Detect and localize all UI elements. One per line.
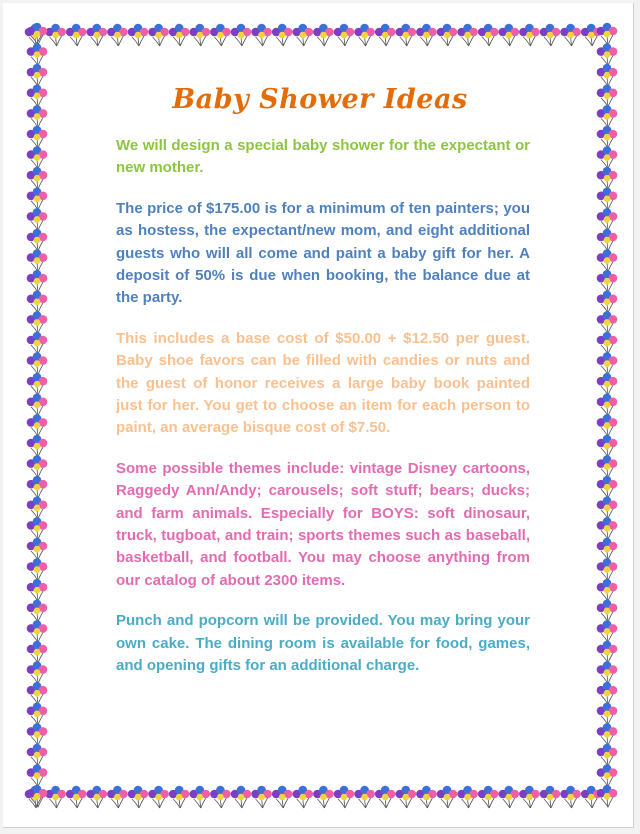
balloon-cluster-icon	[27, 620, 48, 642]
balloon-cluster-icon	[27, 744, 48, 766]
left-balloon-border	[24, 22, 50, 810]
balloon-cluster-icon	[597, 600, 618, 622]
balloon-cluster-icon	[597, 332, 618, 354]
paragraph-price: The price of $175.00 is for a minimum of ten painters; you as hostess, the expectant/new mom, and eight additional guests who will all come and paint a baby gift for her. A deposit of 50% is due when booking, the balance due at the party.	[116, 200, 530, 307]
balloon-cluster-icon	[478, 786, 499, 808]
balloon-cluster-icon	[107, 786, 128, 808]
balloon-cluster-icon	[251, 24, 272, 46]
document-title: Baby Shower Ideas	[172, 84, 468, 115]
balloon-cluster-icon	[27, 455, 48, 477]
balloon-cluster-icon	[148, 786, 169, 808]
balloon-cluster-icon	[190, 786, 211, 808]
balloon-cluster-icon	[597, 146, 618, 168]
paragraph-themes: Some possible themes include: vintage Disney cartoons, Raggedy Ann/Andy; carousels; soft stuff; bears; ducks; and farm animals. Especially for BOYS: soft dinosaur, truck, tugboat, and train; sports themes such as baseball, basketball, and football. You may choose anything from our catalog of about 2300 items.	[116, 460, 530, 589]
balloon-cluster-icon	[128, 24, 149, 46]
balloon-cluster-icon	[334, 786, 355, 808]
balloon-cluster-icon	[27, 311, 48, 333]
balloon-cluster-icon	[597, 126, 618, 148]
balloon-cluster-icon	[27, 352, 48, 374]
balloon-cluster-icon	[597, 620, 618, 642]
balloon-cluster-icon	[560, 24, 581, 46]
balloon-cluster-icon	[107, 24, 128, 46]
balloon-cluster-icon	[272, 24, 293, 46]
balloon-cluster-icon	[597, 661, 618, 683]
balloon-cluster-icon	[597, 579, 618, 601]
balloon-cluster-icon	[27, 785, 48, 807]
top-balloon-border	[24, 22, 616, 48]
balloon-cluster-icon	[27, 64, 48, 86]
balloon-cluster-icon	[27, 435, 48, 457]
balloon-cluster-icon	[416, 786, 437, 808]
balloon-cluster-icon	[313, 786, 334, 808]
balloon-cluster-icon	[27, 291, 48, 313]
balloon-cluster-icon	[519, 786, 540, 808]
balloon-cluster-icon	[437, 24, 458, 46]
balloon-cluster-icon	[66, 786, 87, 808]
balloon-cluster-icon	[597, 167, 618, 189]
balloon-cluster-icon	[396, 786, 417, 808]
balloon-cluster-icon	[597, 723, 618, 745]
balloon-cluster-icon	[27, 23, 48, 45]
balloon-cluster-icon	[27, 600, 48, 622]
balloon-cluster-icon	[519, 24, 540, 46]
balloon-cluster-icon	[437, 786, 458, 808]
balloon-cluster-icon	[540, 786, 561, 808]
balloon-cluster-icon	[597, 497, 618, 519]
balloon-cluster-icon	[272, 786, 293, 808]
balloon-cluster-icon	[597, 188, 618, 210]
balloon-cluster-icon	[27, 764, 48, 786]
document-body	[116, 135, 530, 696]
balloon-cluster-icon	[27, 723, 48, 745]
balloon-cluster-icon	[375, 24, 396, 46]
balloon-cluster-icon	[27, 394, 48, 416]
balloon-cluster-icon	[457, 786, 478, 808]
balloon-cluster-icon	[27, 682, 48, 704]
balloon-cluster-icon	[27, 373, 48, 395]
balloon-cluster-icon	[354, 24, 375, 46]
balloon-cluster-icon	[560, 786, 581, 808]
balloon-cluster-icon	[27, 579, 48, 601]
paragraph-intro: We will design a special baby shower for the expectant or new mother.	[116, 137, 530, 177]
balloon-cluster-icon	[597, 373, 618, 395]
balloon-cluster-icon	[597, 229, 618, 251]
balloon-cluster-icon	[597, 23, 618, 45]
balloon-cluster-icon	[27, 497, 48, 519]
balloon-cluster-icon	[396, 24, 417, 46]
balloon-cluster-icon	[27, 517, 48, 539]
balloon-cluster-icon	[148, 24, 169, 46]
balloon-cluster-icon	[375, 786, 396, 808]
balloon-cluster-icon	[87, 786, 108, 808]
balloon-cluster-icon	[597, 517, 618, 539]
balloon-cluster-icon	[457, 24, 478, 46]
balloon-cluster-icon	[27, 414, 48, 436]
balloon-cluster-icon	[27, 661, 48, 683]
balloon-cluster-icon	[499, 786, 520, 808]
balloon-cluster-icon	[540, 24, 561, 46]
balloon-cluster-icon	[293, 24, 314, 46]
balloon-cluster-icon	[597, 414, 618, 436]
balloon-cluster-icon	[27, 641, 48, 663]
balloon-cluster-icon	[190, 24, 211, 46]
balloon-cluster-icon	[597, 558, 618, 580]
balloon-cluster-icon	[597, 311, 618, 333]
balloon-cluster-icon	[597, 394, 618, 416]
balloon-cluster-icon	[597, 703, 618, 725]
balloon-cluster-icon	[499, 24, 520, 46]
balloon-cluster-icon	[231, 24, 252, 46]
balloon-cluster-icon	[597, 455, 618, 477]
balloon-cluster-icon	[597, 744, 618, 766]
balloon-cluster-icon	[597, 682, 618, 704]
balloon-cluster-icon	[27, 43, 48, 65]
balloon-cluster-icon	[478, 24, 499, 46]
paragraph-refreshments: Punch and popcorn will be provided. You may bring your own cake. The dining room is available for food, games, and opening gifts for an additional charge.	[116, 612, 530, 674]
paragraph-includes: This includes a base cost of $50.00 + $12.50 per guest. Baby shoe favors can be filled with candies or nuts and the guest of honor receives a large baby book painted just for her. You get to choose an item for each person to paint, an average bisque cost of $7.50.	[116, 330, 530, 437]
balloon-cluster-icon	[27, 476, 48, 498]
balloon-cluster-icon	[597, 43, 618, 65]
balloon-cluster-icon	[66, 24, 87, 46]
balloon-cluster-icon	[597, 476, 618, 498]
balloon-cluster-icon	[597, 785, 618, 807]
balloon-cluster-icon	[293, 786, 314, 808]
balloon-cluster-icon	[231, 786, 252, 808]
balloon-cluster-icon	[27, 703, 48, 725]
balloon-cluster-icon	[597, 352, 618, 374]
balloon-cluster-icon	[27, 167, 48, 189]
balloon-cluster-icon	[169, 786, 190, 808]
balloon-cluster-icon	[27, 146, 48, 168]
balloon-cluster-icon	[334, 24, 355, 46]
balloon-cluster-icon	[169, 24, 190, 46]
balloon-cluster-icon	[210, 786, 231, 808]
balloon-cluster-icon	[87, 24, 108, 46]
balloon-cluster-icon	[597, 538, 618, 560]
balloon-cluster-icon	[597, 641, 618, 663]
balloon-cluster-icon	[210, 24, 231, 46]
right-balloon-border	[594, 22, 620, 810]
balloon-cluster-icon	[27, 188, 48, 210]
balloon-cluster-icon	[27, 126, 48, 148]
balloon-cluster-icon	[27, 270, 48, 292]
balloon-cluster-icon	[597, 249, 618, 271]
balloon-cluster-icon	[27, 538, 48, 560]
balloon-cluster-icon	[313, 24, 334, 46]
balloon-cluster-icon	[597, 64, 618, 86]
balloon-cluster-icon	[597, 435, 618, 457]
bottom-balloon-border	[24, 784, 616, 810]
balloon-cluster-icon	[597, 208, 618, 230]
balloon-cluster-icon	[251, 786, 272, 808]
balloon-cluster-icon	[128, 786, 149, 808]
balloon-cluster-icon	[27, 229, 48, 251]
balloon-cluster-icon	[354, 786, 375, 808]
balloon-cluster-icon	[597, 764, 618, 786]
balloon-cluster-icon	[27, 208, 48, 230]
balloon-cluster-icon	[27, 558, 48, 580]
balloon-cluster-icon	[416, 24, 437, 46]
balloon-cluster-icon	[597, 270, 618, 292]
balloon-cluster-icon	[27, 332, 48, 354]
balloon-cluster-icon	[27, 249, 48, 271]
balloon-cluster-icon	[597, 291, 618, 313]
